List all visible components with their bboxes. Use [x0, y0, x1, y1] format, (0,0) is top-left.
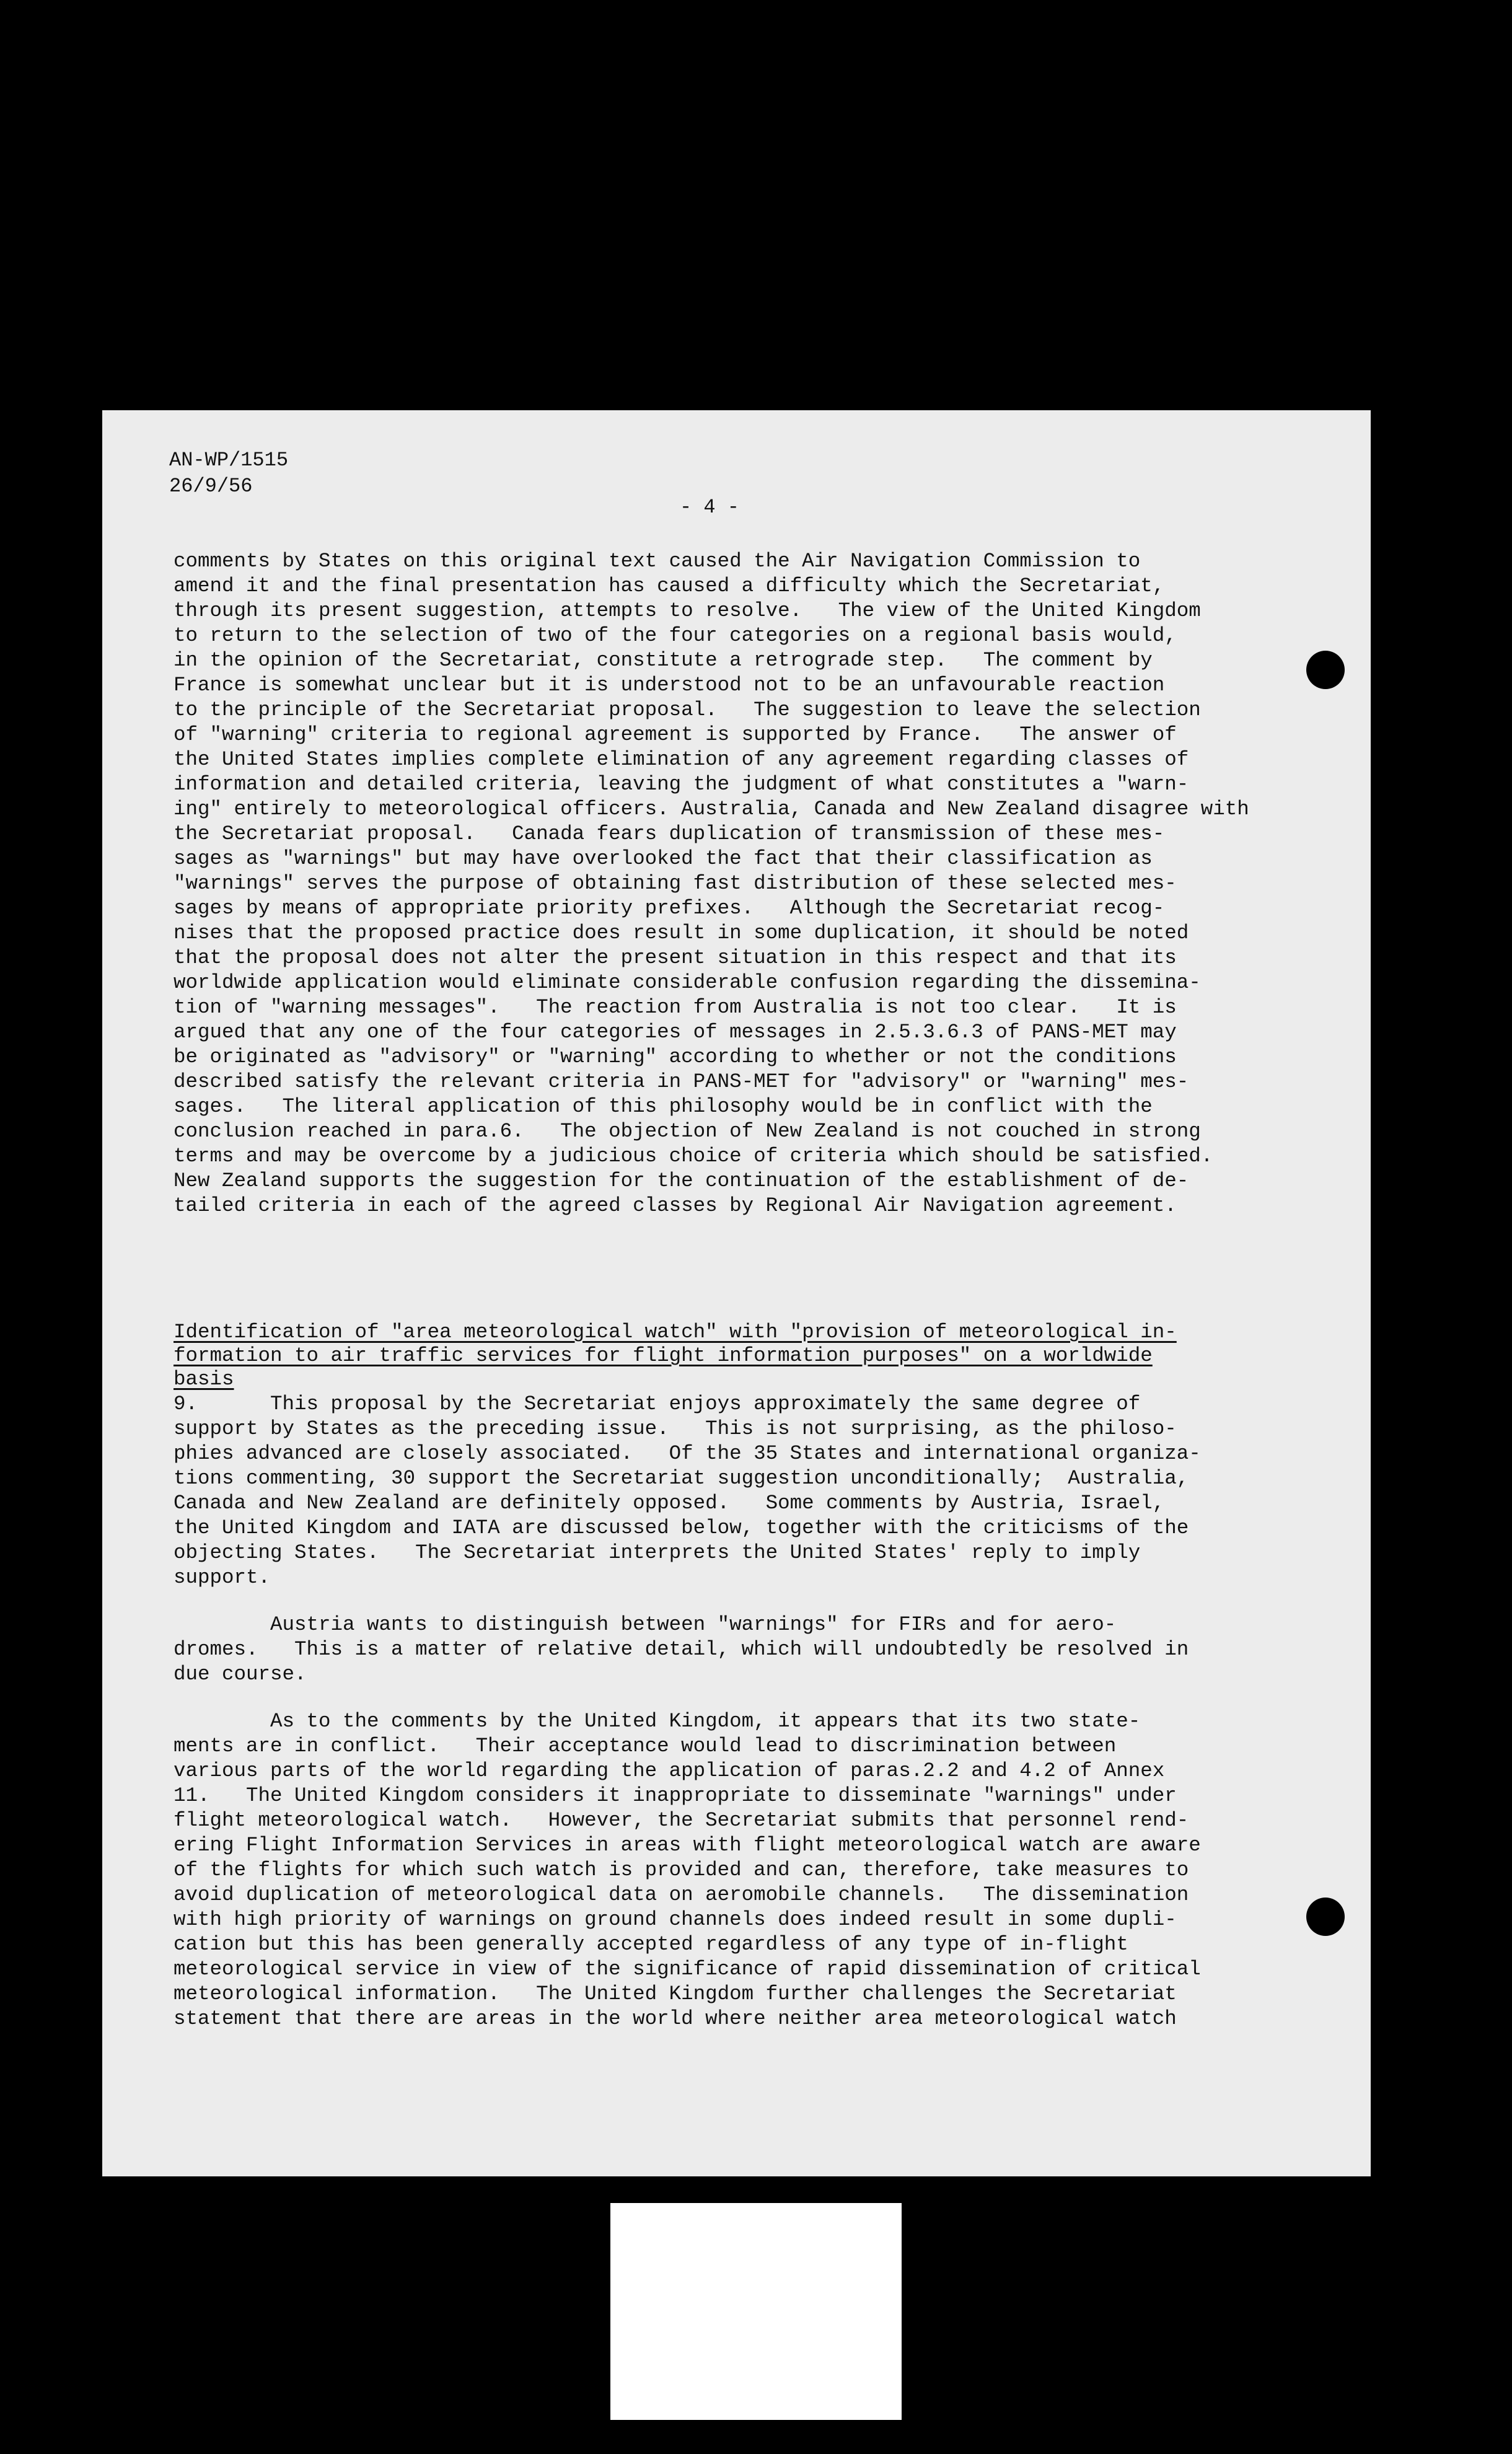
text-line: Canada and New Zealand are definitely opposed. Some comments by Austria, Israel, — [174, 1492, 1165, 1515]
text-line: support. — [174, 1566, 271, 1589]
text-line: avoid duplication of meteorological data on aeromobile channels. The dissemination — [174, 1883, 1189, 1906]
text-line: be originated as "advisory" or "warning" according to whether or not the conditions — [174, 1045, 1177, 1068]
text-line: through its present suggestion, attempts to resolve. The view of the United Kingdom — [174, 599, 1201, 622]
text-line: described satisfy the relevant criteria in PANS-MET for "advisory" or "warning" mes- — [174, 1070, 1189, 1093]
punch-hole-top — [1306, 651, 1345, 689]
text-line: tion of "warning messages". The reaction from Australia is not too clear. It is — [174, 996, 1177, 1019]
document-number: AN-WP/1515 — [169, 449, 289, 472]
text-line: tailed criteria in each of the agreed classes by Regional Air Navigation agreement. — [174, 1194, 1177, 1217]
document-page — [102, 410, 1371, 2176]
text-line: of the flights for which such watch is provided and can, therefore, take measures to — [174, 1858, 1189, 1881]
text-line: the Secretariat proposal. Canada fears duplication of transmission of these mes- — [174, 822, 1165, 845]
text-line: ing" entirely to meteorological officers. Australia, Canada and New Zealand disagree with — [174, 798, 1249, 820]
text-line: As to the comments by the United Kingdom, it appears that its two state- — [174, 1710, 1141, 1733]
blank-label — [610, 2203, 902, 2420]
text-line: meteorological information. The United Kingdom further challenges the Secretariat — [174, 1982, 1177, 2005]
text-line: to the principle of the Secretariat proposal. The suggestion to leave the selection — [174, 698, 1201, 721]
text-line: conclusion reached in para.6. The objection of New Zealand is not couched in strong — [174, 1120, 1201, 1143]
text-line: to return to the selection of two of the four categories on a regional basis would, — [174, 624, 1177, 647]
text-line: statement that there are areas in the world where neither area meteorological watch — [174, 2007, 1177, 2030]
text-line: in the opinion of the Secretariat, constitute a retrograde step. The comment by — [174, 649, 1153, 672]
text-line: argued that any one of the four categories of messages in 2.5.3.6.3 of PANS-MET may — [174, 1021, 1177, 1044]
text-line: ments are in conflict. Their acceptance would lead to discrimination between — [174, 1735, 1117, 1757]
text-line: information and detailed criteria, leaving the judgment of what constitutes a "warn- — [174, 773, 1189, 796]
text-line: flight meteorological watch. However, the Secretariat submits that personnel rend- — [174, 1809, 1189, 1832]
text-line: the United States implies complete elimination of any agreement regarding classes of — [174, 748, 1189, 771]
document-reference — [169, 447, 288, 499]
heading-line: basis — [174, 1368, 234, 1391]
text-line: New Zealand supports the suggestion for the continuation of the establishment of de- — [174, 1169, 1189, 1192]
text-line: tions commenting, 30 support the Secretariat suggestion unconditionally; Australia, — [174, 1467, 1189, 1490]
text-line: the United Kingdom and IATA are discussed below, together with the criticisms of the — [174, 1516, 1189, 1539]
text-line: that the proposal does not alter the present situation in this respect and that its — [174, 946, 1177, 969]
text-line: of "warning" criteria to regional agreement is supported by France. The answer of — [174, 723, 1177, 746]
text-line: meteorological service in view of the significance of rapid dissemination of critical — [174, 1958, 1201, 1981]
text-line: nises that the proposed practice does result in some duplication, it should be noted — [174, 921, 1189, 944]
text-line: various parts of the world regarding the application of paras.2.2 and 4.2 of Annex — [174, 1759, 1165, 1782]
heading-line: formation to air traffic services for flight information purposes" on a worldwide — [174, 1344, 1153, 1367]
text-line: with high priority of warnings on ground channels does indeed result in some dupli- — [174, 1908, 1177, 1931]
text-line: Austria wants to distinguish between "warnings" for FIRs and for aero- — [174, 1613, 1117, 1636]
text-line: comments by States on this original text caused the Air Navigation Commission to — [174, 550, 1141, 573]
text-line: sages as "warnings" but may have overlooked the fact that their classification as — [174, 847, 1153, 870]
text-line: due course. — [174, 1663, 307, 1686]
text-line: France is somewhat unclear but it is understood not to be an unfavourable reaction — [174, 674, 1165, 697]
text-line: dromes. This is a matter of relative detail, which will undoubtedly be resolved in — [174, 1638, 1189, 1661]
text-line: sages. The literal application of this philosophy would be in conflict with the — [174, 1095, 1153, 1118]
text-line: support by States as the preceding issue. This is not surprising, as the philoso- — [174, 1417, 1177, 1440]
text-line: 11. The United Kingdom considers it inappropriate to disseminate "warnings" under — [174, 1784, 1177, 1807]
text-line: 9. This proposal by the Secretariat enjoys approximately the same degree of — [174, 1392, 1141, 1415]
text-line: amend it and the final presentation has caused a difficulty which the Secretariat, — [174, 574, 1165, 597]
heading-line: Identification of "area meteorological watch" with "provision of meteorological in- — [174, 1321, 1177, 1344]
text-line: phies advanced are closely associated. Of the 35 States and international organiza- — [174, 1442, 1201, 1465]
text-line: cation but this has been generally accepted regardless of any type of in-flight — [174, 1933, 1128, 1956]
punch-hole-bottom — [1306, 1898, 1345, 1936]
text-line: objecting States. The Secretariat interprets the United States' reply to imply — [174, 1541, 1141, 1564]
text-line: "warnings" serves the purpose of obtaining fast distribution of these selected mes- — [174, 872, 1177, 895]
text-line: worldwide application would eliminate considerable confusion regarding the dissemina- — [174, 971, 1201, 994]
text-line: ering Flight Information Services in areas with flight meteorological watch are aware — [174, 1834, 1201, 1857]
text-line: terms and may be overcome by a judicious choice of criteria which should be satisfied. — [174, 1145, 1213, 1168]
page-number: - 4 - — [679, 496, 739, 519]
document-date: 26/9/56 — [169, 475, 253, 498]
text-line: sages by means of appropriate priority prefixes. Although the Secretariat recog- — [174, 897, 1165, 920]
